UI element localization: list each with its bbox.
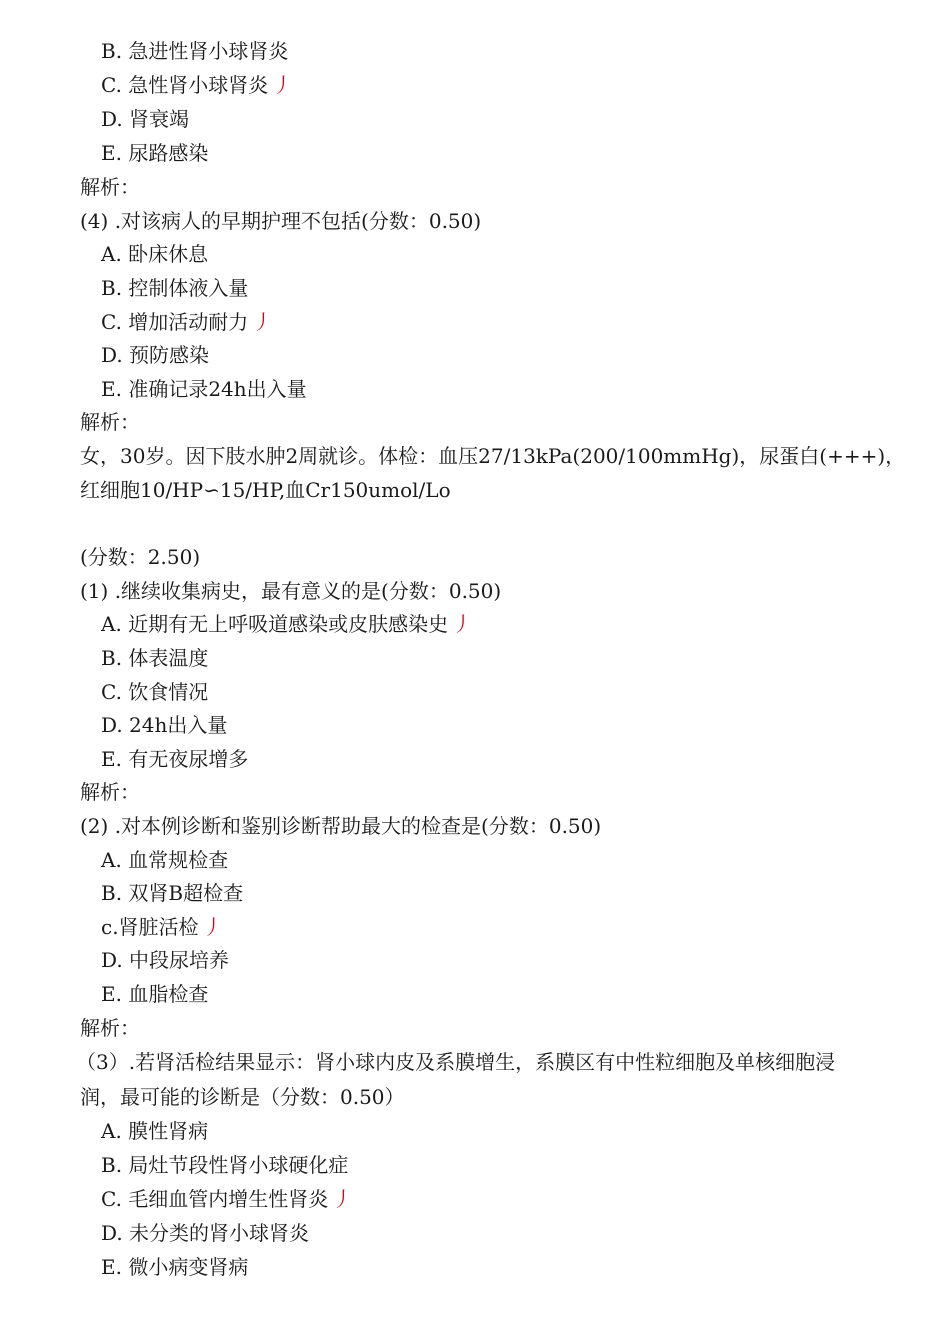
option-e: E. 血脂检查: [101, 982, 209, 1006]
check-mark: 丿: [272, 73, 293, 97]
option-e: E. 有无夜尿增多: [101, 747, 249, 771]
option-a: A. 血常规检查: [101, 848, 229, 872]
analysis-label: 解析：: [80, 780, 140, 804]
question-heading: （3）.若肾活检结果显示：肾小球内皮及系膜增生，系膜区有中性粒细胞及单核细胞浸: [76, 1050, 836, 1074]
analysis-label: 解析：: [80, 1016, 140, 1040]
analysis-label: 解析：: [80, 175, 140, 199]
option-d: D. 预防感染: [101, 343, 210, 367]
option-a: A. 卧床休息: [101, 242, 209, 266]
option-c: C. 增加活动耐力 丿: [101, 310, 273, 334]
option-c: c.肾脏活检 丿: [101, 915, 223, 939]
option-b: B. 局灶节段性肾小球硬化症: [101, 1153, 349, 1177]
case-description-cont: 红细胞10/HP∽15/HP,血Cr150umol/Lo: [80, 478, 451, 502]
option-e: E. 准确记录24h出入量: [101, 377, 307, 401]
option-c: C. 急性肾小球肾炎 丿: [101, 73, 293, 97]
case-description: 女，30岁。因下肢水肿2周就诊。体检：血压27/13kPa(200/100mmHg)，尿蛋白(+++)，: [80, 444, 906, 468]
option-e: E. 尿路感染: [101, 141, 209, 165]
check-mark: 丿: [332, 1187, 353, 1211]
option-b: B. 急进性肾小球肾炎: [101, 39, 289, 63]
option-a: A. 膜性肾病: [101, 1119, 209, 1143]
option-d: D. 未分类的肾小球肾炎: [101, 1221, 310, 1245]
question-heading: (2) .对本例诊断和鉴别诊断帮助最大的检查是(分数：0.50): [80, 814, 602, 838]
check-mark: 丿: [452, 612, 473, 636]
question-heading: (1) .继续收集病史，最有意义的是(分数：0.50): [80, 579, 502, 603]
option-d: D. 24h出入量: [101, 713, 228, 737]
option-a: A. 近期有无上呼吸道感染或皮肤感染史 丿: [101, 612, 473, 636]
option-d: D. 肾衰竭: [101, 107, 190, 131]
check-mark: 丿: [202, 915, 223, 939]
option-b: B. 体表温度: [101, 646, 209, 670]
check-mark: 丿: [252, 310, 273, 334]
score-label: (分数：2.50): [80, 545, 201, 569]
option-d: D. 中段尿培养: [101, 948, 230, 972]
option-c: C. 饮食情况: [101, 680, 209, 704]
option-e: E. 微小病变肾病: [101, 1255, 249, 1279]
option-c: C. 毛细血管内增生性肾炎 丿: [101, 1187, 353, 1211]
analysis-label: 解析：: [80, 410, 140, 434]
option-b: B. 控制体液入量: [101, 276, 249, 300]
question-heading: (4) .对该病人的早期护理不包括(分数：0.50): [80, 209, 482, 233]
option-b: B. 双肾B超检查: [101, 881, 244, 905]
question-heading-cont: 润，最可能的诊断是（分数：0.50）: [80, 1085, 405, 1109]
